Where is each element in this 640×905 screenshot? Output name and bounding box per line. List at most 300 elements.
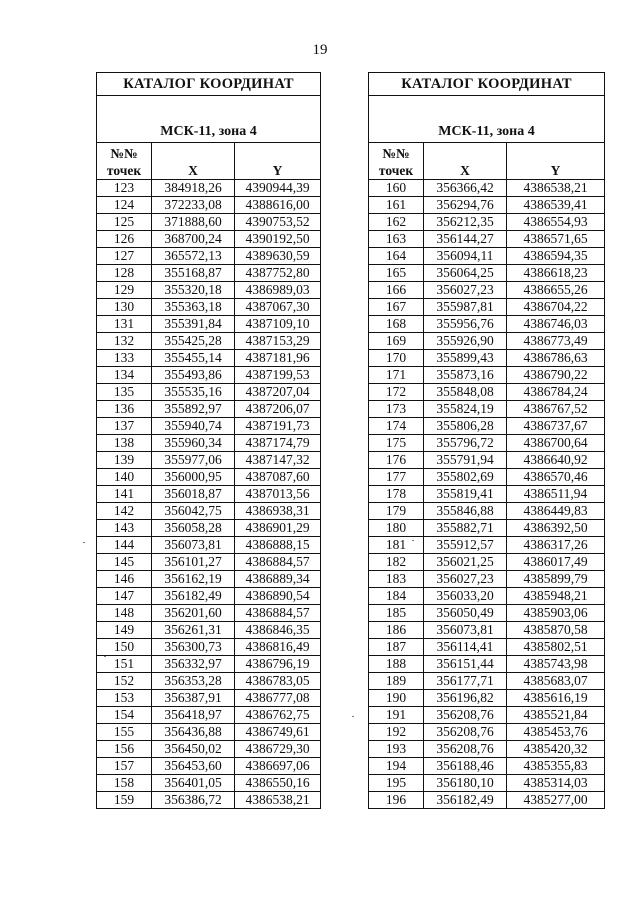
table-row	[97, 503, 321, 520]
x-coordinate-cell: 368700,24	[152, 231, 235, 248]
table-row	[97, 588, 321, 605]
table-row	[97, 333, 321, 350]
y-coordinate-cell: 4389630,59	[235, 248, 321, 265]
y-coordinate-cell: 4386890,54	[235, 588, 321, 605]
catalog-body	[369, 180, 605, 809]
table-row	[369, 656, 605, 673]
point-number-cell: 167	[369, 299, 424, 316]
scan-speck	[104, 656, 106, 657]
table-row	[97, 724, 321, 741]
point-number-header: №№ точек	[97, 143, 152, 180]
point-number-cell: 133	[97, 350, 152, 367]
table-row	[369, 792, 605, 809]
point-number-cell: 196	[369, 792, 424, 809]
point-number-cell: 139	[97, 452, 152, 469]
y-coordinate-cell: 4386640,92	[507, 452, 605, 469]
y-coordinate-cell: 4386938,31	[235, 503, 321, 520]
x-coordinate-cell: 355987,81	[424, 299, 507, 316]
point-number-cell: 158	[97, 775, 152, 792]
catalog-title: КАТАЛОГ КООРДИНАТ	[97, 73, 321, 96]
x-coordinate-cell: 356182,49	[152, 588, 235, 605]
table-row	[369, 775, 605, 792]
point-number-cell: 174	[369, 418, 424, 435]
x-coordinate-cell: 356180,10	[424, 775, 507, 792]
coordinate-system-subtitle: МСК-11, зона 4	[97, 96, 321, 143]
point-number-cell: 188	[369, 656, 424, 673]
y-coordinate-cell: 4387067,30	[235, 299, 321, 316]
y-coordinate-cell: 4387147,32	[235, 452, 321, 469]
y-coordinate-cell: 4386901,29	[235, 520, 321, 537]
y-coordinate-cell: 4386746,03	[507, 316, 605, 333]
table-row	[97, 435, 321, 452]
y-coordinate-cell: 4386704,22	[507, 299, 605, 316]
x-coordinate-cell: 356018,87	[152, 486, 235, 503]
table-row	[369, 350, 605, 367]
x-coordinate-cell: 355846,88	[424, 503, 507, 520]
table-row	[97, 265, 321, 282]
point-number-cell: 181	[369, 537, 424, 554]
table-row	[369, 554, 605, 571]
y-coordinate-cell: 4386783,05	[235, 673, 321, 690]
y-coordinate-cell: 4387087,60	[235, 469, 321, 486]
scan-speck	[352, 716, 354, 717]
table-row	[369, 707, 605, 724]
y-coordinate-cell: 4386762,75	[235, 707, 321, 724]
point-number-cell: 192	[369, 724, 424, 741]
point-number-cell: 175	[369, 435, 424, 452]
catalog-title: КАТАЛОГ КООРДИНАТ	[369, 73, 605, 96]
point-number-cell: 195	[369, 775, 424, 792]
table-row	[97, 350, 321, 367]
table-row	[97, 214, 321, 231]
x-coordinate-cell: 356353,28	[152, 673, 235, 690]
y-coordinate-cell: 4386554,93	[507, 214, 605, 231]
point-number-cell: 148	[97, 605, 152, 622]
y-coordinate-cell: 4386884,57	[235, 554, 321, 571]
table-row	[369, 520, 605, 537]
x-coordinate-cell: 356073,81	[152, 537, 235, 554]
point-number-cell: 191	[369, 707, 424, 724]
x-coordinate-cell: 356188,46	[424, 758, 507, 775]
y-coordinate-cell: 4385903,06	[507, 605, 605, 622]
point-number-cell: 151	[97, 656, 152, 673]
point-number-cell: 189	[369, 673, 424, 690]
y-coordinate-cell: 4386449,83	[507, 503, 605, 520]
x-coordinate-cell: 355455,14	[152, 350, 235, 367]
table-row	[97, 622, 321, 639]
y-coordinate-cell: 4385948,21	[507, 588, 605, 605]
point-number-cell: 131	[97, 316, 152, 333]
table-row	[369, 571, 605, 588]
y-coordinate-cell: 4386816,49	[235, 639, 321, 656]
table-row	[369, 180, 605, 197]
table-row	[369, 741, 605, 758]
table-row	[97, 639, 321, 656]
y-coordinate-cell: 4386729,30	[235, 741, 321, 758]
x-coordinate-cell: 355892,97	[152, 401, 235, 418]
point-number-cell: 164	[369, 248, 424, 265]
y-coordinate-cell: 4386737,67	[507, 418, 605, 435]
point-number-cell: 149	[97, 622, 152, 639]
table-row	[369, 758, 605, 775]
x-coordinate-cell: 356021,25	[424, 554, 507, 571]
y-coordinate-cell: 4386700,64	[507, 435, 605, 452]
point-number-cell: 161	[369, 197, 424, 214]
point-number-cell: 157	[97, 758, 152, 775]
point-number-cell: 179	[369, 503, 424, 520]
point-number-cell: 147	[97, 588, 152, 605]
point-number-cell: 183	[369, 571, 424, 588]
y-coordinate-cell: 4387207,04	[235, 384, 321, 401]
x-coordinate-cell: 355912,57	[424, 537, 507, 554]
point-number-cell: 129	[97, 282, 152, 299]
table-row	[369, 673, 605, 690]
y-coordinate-cell: 4387181,96	[235, 350, 321, 367]
y-coordinate-cell: 4386749,61	[235, 724, 321, 741]
point-number-cell: 134	[97, 367, 152, 384]
y-coordinate-cell: 4386571,65	[507, 231, 605, 248]
table-row	[369, 333, 605, 350]
table-row	[369, 690, 605, 707]
y-coordinate-cell: 4386655,26	[507, 282, 605, 299]
x-coordinate-cell: 356033,20	[424, 588, 507, 605]
coordinate-system-subtitle: МСК-11, зона 4	[369, 96, 605, 143]
table-row	[97, 384, 321, 401]
x-coordinate-cell: 355882,71	[424, 520, 507, 537]
x-coordinate-cell: 371888,60	[152, 214, 235, 231]
x-coordinate-cell: 355956,76	[424, 316, 507, 333]
x-column-header: X	[424, 143, 507, 180]
y-coordinate-cell: 4387109,10	[235, 316, 321, 333]
table-row	[369, 197, 605, 214]
x-coordinate-cell: 356182,49	[424, 792, 507, 809]
point-number-cell: 153	[97, 690, 152, 707]
y-column-header: Y	[507, 143, 605, 180]
table-row	[97, 418, 321, 435]
x-coordinate-cell: 355824,19	[424, 401, 507, 418]
x-coordinate-cell: 356000,95	[152, 469, 235, 486]
point-number-cell: 194	[369, 758, 424, 775]
point-number-cell: 190	[369, 690, 424, 707]
point-number-cell: 128	[97, 265, 152, 282]
x-coordinate-cell: 356050,49	[424, 605, 507, 622]
point-number-cell: 137	[97, 418, 152, 435]
table-row	[97, 690, 321, 707]
table-row	[369, 401, 605, 418]
table-row	[97, 231, 321, 248]
point-number-cell: 182	[369, 554, 424, 571]
point-number-cell: 162	[369, 214, 424, 231]
table-row	[97, 282, 321, 299]
x-coordinate-cell: 356386,72	[152, 792, 235, 809]
y-coordinate-cell: 4385521,84	[507, 707, 605, 724]
point-number-cell: 177	[369, 469, 424, 486]
table-row	[369, 452, 605, 469]
point-number-cell: 143	[97, 520, 152, 537]
table-row	[369, 299, 605, 316]
scan-speck	[412, 540, 414, 541]
x-coordinate-cell: 372233,08	[152, 197, 235, 214]
x-coordinate-cell: 356332,97	[152, 656, 235, 673]
table-row	[369, 588, 605, 605]
table-row	[369, 282, 605, 299]
coordinate-catalog-table-left	[96, 72, 321, 809]
x-coordinate-cell: 356387,91	[152, 690, 235, 707]
x-coordinate-cell: 355535,16	[152, 384, 235, 401]
table-row	[97, 554, 321, 571]
table-row	[97, 316, 321, 333]
y-coordinate-cell: 4386773,49	[507, 333, 605, 350]
point-number-cell: 135	[97, 384, 152, 401]
y-coordinate-cell: 4385743,98	[507, 656, 605, 673]
point-number-cell: 146	[97, 571, 152, 588]
table-row	[369, 418, 605, 435]
point-number-cell: 155	[97, 724, 152, 741]
x-coordinate-cell: 355819,41	[424, 486, 507, 503]
point-number-cell: 178	[369, 486, 424, 503]
y-coordinate-cell: 4386392,50	[507, 520, 605, 537]
point-number-cell: 124	[97, 197, 152, 214]
x-coordinate-cell: 356212,35	[424, 214, 507, 231]
table-row	[369, 605, 605, 622]
point-number-cell: 152	[97, 673, 152, 690]
x-coordinate-cell: 356401,05	[152, 775, 235, 792]
point-number-cell: 184	[369, 588, 424, 605]
point-number-cell: 141	[97, 486, 152, 503]
x-coordinate-cell: 355425,28	[152, 333, 235, 350]
x-coordinate-cell: 356294,76	[424, 197, 507, 214]
y-coordinate-cell: 4385802,51	[507, 639, 605, 656]
point-number-cell: 123	[97, 180, 152, 197]
table-row	[97, 571, 321, 588]
point-number-cell: 136	[97, 401, 152, 418]
x-coordinate-cell: 356450,02	[152, 741, 235, 758]
point-number-cell: 156	[97, 741, 152, 758]
x-coordinate-cell: 355493,86	[152, 367, 235, 384]
table-row	[97, 248, 321, 265]
table-row	[369, 367, 605, 384]
y-coordinate-cell: 4386538,21	[235, 792, 321, 809]
point-number-cell: 159	[97, 792, 152, 809]
y-column-header: Y	[235, 143, 321, 180]
y-coordinate-cell: 4387752,80	[235, 265, 321, 282]
x-coordinate-cell: 355363,18	[152, 299, 235, 316]
table-row	[369, 639, 605, 656]
y-coordinate-cell: 4385453,76	[507, 724, 605, 741]
y-coordinate-cell: 4385355,83	[507, 758, 605, 775]
x-coordinate-cell: 384918,26	[152, 180, 235, 197]
y-coordinate-cell: 4387153,29	[235, 333, 321, 350]
y-coordinate-cell: 4386594,35	[507, 248, 605, 265]
table-row	[97, 605, 321, 622]
x-coordinate-cell: 356027,23	[424, 282, 507, 299]
y-coordinate-cell: 4385420,32	[507, 741, 605, 758]
y-coordinate-cell: 4386538,21	[507, 180, 605, 197]
x-coordinate-cell: 356042,75	[152, 503, 235, 520]
page-number: 19	[312, 42, 328, 58]
y-coordinate-cell: 4385683,07	[507, 673, 605, 690]
coordinate-catalog-table-right	[368, 72, 605, 809]
table-row	[97, 537, 321, 554]
y-coordinate-cell: 4386888,15	[235, 537, 321, 554]
y-coordinate-cell: 4386317,26	[507, 537, 605, 554]
x-coordinate-cell: 356418,97	[152, 707, 235, 724]
table-row	[97, 486, 321, 503]
x-coordinate-cell: 356261,31	[152, 622, 235, 639]
x-coordinate-cell: 356114,41	[424, 639, 507, 656]
point-number-cell: 126	[97, 231, 152, 248]
table-row	[97, 792, 321, 809]
table-row	[369, 384, 605, 401]
x-column-header: X	[152, 143, 235, 180]
table-row	[97, 520, 321, 537]
x-coordinate-cell: 356064,25	[424, 265, 507, 282]
x-coordinate-cell: 355873,16	[424, 367, 507, 384]
table-row	[97, 741, 321, 758]
x-coordinate-cell: 355848,08	[424, 384, 507, 401]
point-number-cell: 185	[369, 605, 424, 622]
point-number-cell: 173	[369, 401, 424, 418]
x-coordinate-cell: 355940,74	[152, 418, 235, 435]
x-coordinate-cell: 356196,82	[424, 690, 507, 707]
x-coordinate-cell: 365572,13	[152, 248, 235, 265]
y-coordinate-cell: 4387191,73	[235, 418, 321, 435]
point-number-cell: 138	[97, 435, 152, 452]
x-coordinate-cell: 356366,42	[424, 180, 507, 197]
x-coordinate-cell: 356453,60	[152, 758, 235, 775]
y-coordinate-cell: 4386790,22	[507, 367, 605, 384]
point-number-cell: 169	[369, 333, 424, 350]
point-number-cell: 145	[97, 554, 152, 571]
point-number-cell: 140	[97, 469, 152, 486]
x-coordinate-cell: 355926,90	[424, 333, 507, 350]
table-row	[369, 316, 605, 333]
x-coordinate-cell: 356094,11	[424, 248, 507, 265]
y-coordinate-cell: 4386511,94	[507, 486, 605, 503]
y-coordinate-cell: 4386884,57	[235, 605, 321, 622]
y-coordinate-cell: 4386017,49	[507, 554, 605, 571]
y-coordinate-cell: 4390944,39	[235, 180, 321, 197]
point-number-cell: 176	[369, 452, 424, 469]
table-row	[369, 486, 605, 503]
point-number-cell: 144	[97, 537, 152, 554]
x-coordinate-cell: 355320,18	[152, 282, 235, 299]
table-row	[369, 435, 605, 452]
table-row	[97, 469, 321, 486]
x-coordinate-cell: 356101,27	[152, 554, 235, 571]
point-number-cell: 163	[369, 231, 424, 248]
point-number-cell: 130	[97, 299, 152, 316]
x-coordinate-cell: 356208,76	[424, 724, 507, 741]
table-row	[97, 656, 321, 673]
x-coordinate-cell: 356058,28	[152, 520, 235, 537]
y-coordinate-cell: 4385277,00	[507, 792, 605, 809]
table-row	[369, 248, 605, 265]
table-row	[97, 452, 321, 469]
table-row	[97, 299, 321, 316]
x-coordinate-cell: 356208,76	[424, 741, 507, 758]
x-coordinate-cell: 355960,34	[152, 435, 235, 452]
point-number-cell: 180	[369, 520, 424, 537]
x-coordinate-cell: 355168,87	[152, 265, 235, 282]
point-number-cell: 160	[369, 180, 424, 197]
y-coordinate-cell: 4386786,63	[507, 350, 605, 367]
point-number-cell: 168	[369, 316, 424, 333]
point-number-cell: 125	[97, 214, 152, 231]
point-number-cell: 132	[97, 333, 152, 350]
y-coordinate-cell: 4385899,79	[507, 571, 605, 588]
point-number-cell: 172	[369, 384, 424, 401]
x-coordinate-cell: 355806,28	[424, 418, 507, 435]
table-row	[97, 197, 321, 214]
y-coordinate-cell: 4386697,06	[235, 758, 321, 775]
table-row	[369, 231, 605, 248]
point-number-cell: 171	[369, 367, 424, 384]
y-coordinate-cell: 4386796,19	[235, 656, 321, 673]
point-number-cell: 127	[97, 248, 152, 265]
x-coordinate-cell: 355977,06	[152, 452, 235, 469]
x-coordinate-cell: 355899,43	[424, 350, 507, 367]
y-coordinate-cell: 4387013,56	[235, 486, 321, 503]
y-coordinate-cell: 4390192,50	[235, 231, 321, 248]
x-coordinate-cell: 356073,81	[424, 622, 507, 639]
y-coordinate-cell: 4387199,53	[235, 367, 321, 384]
point-number-cell: 170	[369, 350, 424, 367]
x-coordinate-cell: 356436,88	[152, 724, 235, 741]
point-number-cell: 166	[369, 282, 424, 299]
x-coordinate-cell: 356300,73	[152, 639, 235, 656]
y-coordinate-cell: 4387174,79	[235, 435, 321, 452]
table-row	[369, 537, 605, 554]
table-row	[97, 367, 321, 384]
table-row	[369, 469, 605, 486]
y-coordinate-cell: 4386846,35	[235, 622, 321, 639]
point-number-cell: 142	[97, 503, 152, 520]
y-coordinate-cell: 4385870,58	[507, 622, 605, 639]
x-coordinate-cell: 356162,19	[152, 571, 235, 588]
table-row	[97, 180, 321, 197]
point-number-header: №№ точек	[369, 143, 424, 180]
y-coordinate-cell: 4386570,46	[507, 469, 605, 486]
y-coordinate-cell: 4386889,34	[235, 571, 321, 588]
point-number-cell: 193	[369, 741, 424, 758]
y-coordinate-cell: 4385616,19	[507, 690, 605, 707]
scan-speck	[83, 542, 85, 543]
y-coordinate-cell: 4388616,00	[235, 197, 321, 214]
table-row	[97, 673, 321, 690]
x-coordinate-cell: 355796,72	[424, 435, 507, 452]
table-row	[97, 758, 321, 775]
x-coordinate-cell: 356151,44	[424, 656, 507, 673]
x-coordinate-cell: 356144,27	[424, 231, 507, 248]
point-number-cell: 150	[97, 639, 152, 656]
table-row	[97, 401, 321, 418]
x-coordinate-cell: 356201,60	[152, 605, 235, 622]
point-number-cell: 187	[369, 639, 424, 656]
table-row	[369, 214, 605, 231]
table-row	[97, 707, 321, 724]
y-coordinate-cell: 4385314,03	[507, 775, 605, 792]
point-number-cell: 186	[369, 622, 424, 639]
x-coordinate-cell: 355791,94	[424, 452, 507, 469]
y-coordinate-cell: 4386989,03	[235, 282, 321, 299]
table-row	[369, 265, 605, 282]
x-coordinate-cell: 356027,23	[424, 571, 507, 588]
y-coordinate-cell: 4386784,24	[507, 384, 605, 401]
table-row	[369, 622, 605, 639]
point-number-cell: 165	[369, 265, 424, 282]
x-coordinate-cell: 355391,84	[152, 316, 235, 333]
